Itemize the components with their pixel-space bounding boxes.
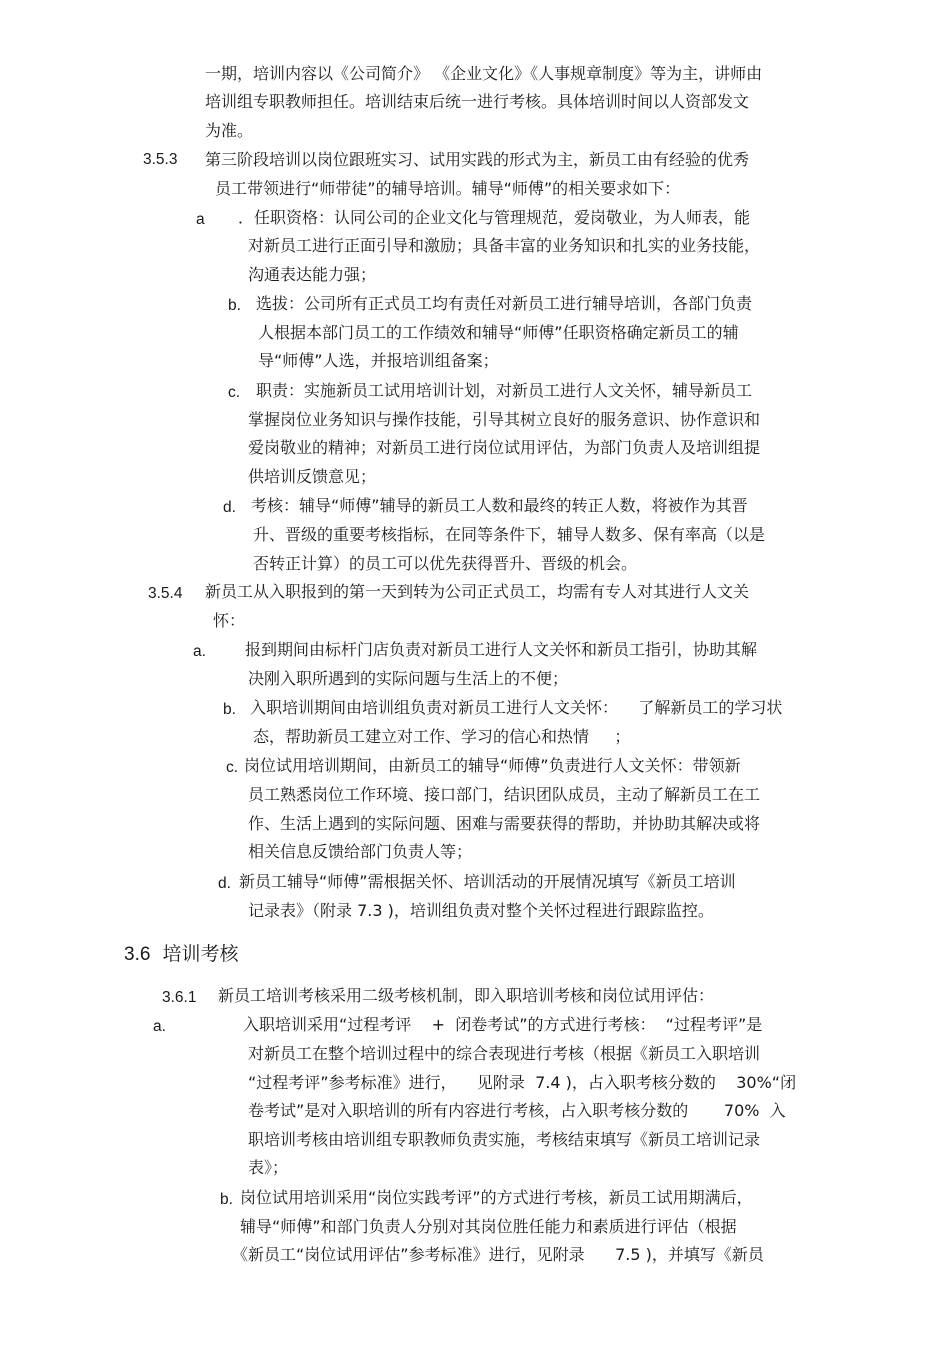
intro-line-2: 培训组专职教师担任。培训结束后统一进行考核。具体培训时间以人资部发文 [205,92,750,111]
list-item-line: 升、晋级的重要考核指标，在同等条件下，辅导人数多、保有率高（以是 [253,525,766,544]
section-number: 3.5.4 [148,585,183,602]
list-marker: b. [220,1191,233,1208]
list-item-line: 掌握岗位业务知识与操作技能，引导其树立良好的服务意识、协作意识和 [248,410,761,429]
list-item-line: 人根据本部门员工的工作绩效和辅导“师傅”任职资格确定新员工的辅 [258,323,739,342]
list-item-line: 沟通表达能力强； [248,265,377,284]
list-item-line: 职培训考核由培训组专职教师负责实施，考核结束填写《新员工培训记录 [248,1130,761,1149]
list-item-line: 选拔：公司所有正式员工均有责任对新员工进行辅导培训，各部门负责 [256,294,753,313]
intro-line-3: 为准。 [205,121,254,140]
list-marker: c. [228,384,241,401]
list-item-line: 入职培训期间由培训组负责对新员工进行人文关怀： 了解新员工的学习状 [250,698,783,717]
list-item-line: 作、生活上遇到的实际问题、困难与需要获得的帮助，并协助其解决或将 [248,814,761,833]
list-item-line: 爱岗敬业的精神；对新员工进行岗位试用评估，为部门负责人及培训组提 [248,438,761,457]
list-item-line: 决刚入职所遇到的实际问题与生活上的不便； [248,669,569,688]
list-marker: a. [193,643,206,660]
list-item-line: 员工熟悉岗位工作环境、接口部门，结识团队成员，主动了解新员工在工 [248,785,761,804]
section-line-1: 第三阶段培训以岗位跟班实习、试用实践的形式为主，新员工由有经验的优秀 [205,150,750,169]
list-marker: b. [223,701,236,718]
list-item-line: 辅导“师傅”和部门负责人分别对其岗位胜任能力和素质进行评估（根据 [240,1217,737,1236]
list-item-line: 表》； [248,1158,289,1177]
list-item-line: 报到期间由标杆门店负责对新员工进行人文关怀和新员工指引，协助其解 [245,640,758,659]
list-item-line: 入职培训采用“过程考评 + 闭卷考试”的方式进行考核： “过程考评”是 [243,1015,763,1034]
list-item-line: 相关信息反馈给部门负责人等； [248,842,473,861]
list-marker: d. [223,499,236,516]
list-item-line: 对新员工在整个培训过程中的综合表现进行考核（根据《新员工入职培训 [248,1044,761,1063]
list-item-line: ．任职资格：认同公司的企业文化与管理规范，爱岗敬业，为人师表，能 [238,208,751,227]
list-item-line: 供培训反馈意见； [248,467,377,486]
list-marker: a [196,211,205,228]
list-item-line: 《新员工“岗位试用评估”参考标准》进行，见附录 7.5 )，并填写《新员 [232,1245,764,1264]
section-heading-3-6 [124,942,239,967]
list-marker: d. [218,875,231,892]
list-item-line: “过程考评”参考标准》进行， 见附录 7.4 )，占入职考核分数的 30%“闭 [248,1073,797,1092]
heading-title: 培训考核 [162,943,239,965]
list-item-line: 记录表》（附录 7.3 )，培训组负责对整个关怀过程进行跟踪监控。 [248,901,714,920]
list-item-line: 岗位试用培训期间，由新员工的辅导“师傅”负责进行人文关怀：带领新 [244,756,741,775]
list-item-line: 否转正计算）的员工可以优先获得晋升、晋级的机会。 [253,554,638,573]
list-marker: c. [226,759,239,776]
list-marker: b. [228,297,241,314]
section-line-1: 新员工培训考核采用二级考核机制，即入职培训考核和岗位试用评估： [218,986,715,1005]
list-item-line: 新员工辅导“师傅”需根据关怀、培训活动的开展情况填写《新员工培训 [239,872,736,891]
list-marker: a. [153,1018,166,1035]
section-number: 3.5.3 [143,151,178,168]
list-item-line: 职责：实施新员工试用培训计划，对新员工进行人文关怀，辅导新员工 [256,381,753,400]
list-item-line: 导“师傅”人选，并报培训组备案； [258,351,499,370]
section-line-2: 员工带领进行“师带徒”的辅导培训。辅导“师傅”的相关要求如下： [215,179,681,198]
list-item-line: 对新员工进行正面引导和激励；具备丰富的业务知识和扎实的业务技能， [248,236,761,255]
list-item-line: 岗位试用培训采用“岗位实践考评”的方式进行考核，新员工试用期满后， [240,1188,753,1207]
section-line-2: 怀： [213,611,246,630]
list-item-line: 考核：辅导“师傅”辅导的新员工人数和最终的转正人数，将被作为其晋 [251,496,748,515]
list-item-line: 态，帮助新员工建立对工作、学习的信心和热情 ； [253,727,631,746]
section-number: 3.6.1 [162,989,197,1006]
list-item-line: 卷考试”是对入职培训的所有内容进行考核，占入职考核分数的 70% 入 [248,1101,786,1120]
heading-number: 3.6 [124,944,151,965]
section-line-1: 新员工从入职报到的第一天到转为公司正式员工，均需有专人对其进行人文关 [205,582,750,601]
intro-line-1: 一期，培训内容以《公司简介》 《企业文化》《人事规章制度》等为主，讲师由 [205,64,763,83]
